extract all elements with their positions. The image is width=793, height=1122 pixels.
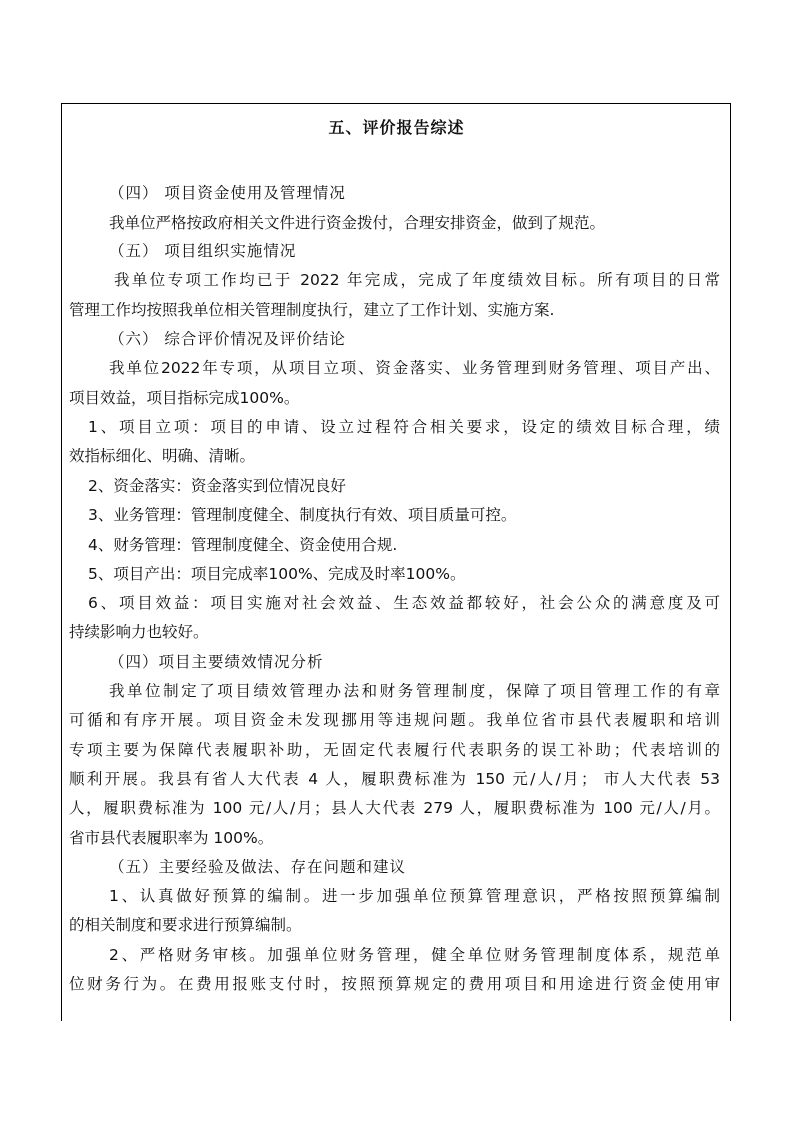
heading-performance-analysis: （四）项目主要绩效情况分析 xyxy=(109,653,324,671)
paragraph-line: 的相关制度和要求进行预算编制。 xyxy=(69,916,302,934)
paragraph-line: 可循和有序开展。项目资金未发现挪用等违规问题。我单位省市县代表履职和培训 xyxy=(69,711,720,729)
paragraph-line: 管理工作均按照我单位相关管理制度执行，建立了工作计划、实施方案. xyxy=(69,301,555,319)
paragraph-line: 省市县代表履职率为 100%。 xyxy=(69,829,274,847)
section-title: 五、评价报告综述 xyxy=(328,118,465,137)
paragraph-line: 我单位2022年专项，从项目立项、资金落实、业务管理到财务管理、项目产出、 xyxy=(109,359,720,377)
heading-experience-suggestions: （五）主要经验及做法、存在问题和建议 xyxy=(109,858,407,876)
paragraph-line: 顺利开展。我县有省人大代表 4 人，履职费标准为 150 元/人/月； 市人大代表 53 xyxy=(69,770,720,788)
heading-implementation: （五） 项目组织实施情况 xyxy=(109,242,297,260)
paragraph-line: 我单位专项工作均已于 2022 年完成，完成了年度绩效目标。所有项目的日常 xyxy=(114,271,720,289)
paragraph-line: 6、项目效益：项目实施对社会效益、生态效益都较好，社会公众的满意度及可 xyxy=(88,594,720,612)
paragraph-line: 我单位严格按政府相关文件进行资金拨付，合理安排资金，做到了规范。 xyxy=(109,214,606,232)
paragraph-line: 2、资金落实：资金落实到位情况良好 xyxy=(88,477,346,495)
paragraph-line: 3、业务管理：管理制度健全、制度执行有效、项目质量可控。 xyxy=(88,506,517,524)
paragraph-line: 项目效益，项目指标完成100%。 xyxy=(69,389,300,407)
paragraph-line: 4、财务管理：管理制度健全、资金使用合规. xyxy=(88,536,398,554)
paragraph-line: 效指标细化、明确、清晰。 xyxy=(69,447,256,465)
paragraph-line: 我单位制定了项目绩效管理办法和财务管理制度，保障了项目管理工作的有章 xyxy=(109,682,720,700)
paragraph-line: 2、严格财务审核。加强单位财务管理，健全单位财务管理制度体系，规范单 xyxy=(109,946,720,964)
heading-fund-usage: （四） 项目资金使用及管理情况 xyxy=(109,184,346,202)
paragraph-line: 1、项目立项：项目的申请、设立过程符合相关要求，设定的绩效目标合理，绩 xyxy=(88,418,720,436)
paragraph-line: 位财务行为。在费用报账支付时，按照预算规定的费用项目和用途进行资金使用审 xyxy=(69,975,720,993)
paragraph-line: 专项主要为保障代表履职补助，无固定代表履行代表职务的误工补助；代表培训的 xyxy=(69,741,720,759)
paragraph-line: 1、认真做好预算的编制。进一步加强单位预算管理意识，严格按照预算编制 xyxy=(109,887,720,905)
paragraph-line: 5、项目产出：项目完成率100%、完成及时率100%。 xyxy=(88,565,466,583)
paragraph-line: 持续影响力也较好。 xyxy=(69,623,209,641)
paragraph-line: 人，履职费标准为 100 元/人/月；县人大代表 279 人，履职费标准为 100 元/人/月。 xyxy=(69,799,720,817)
heading-overall-evaluation: （六） 综合评价情况及评价结论 xyxy=(109,330,346,348)
